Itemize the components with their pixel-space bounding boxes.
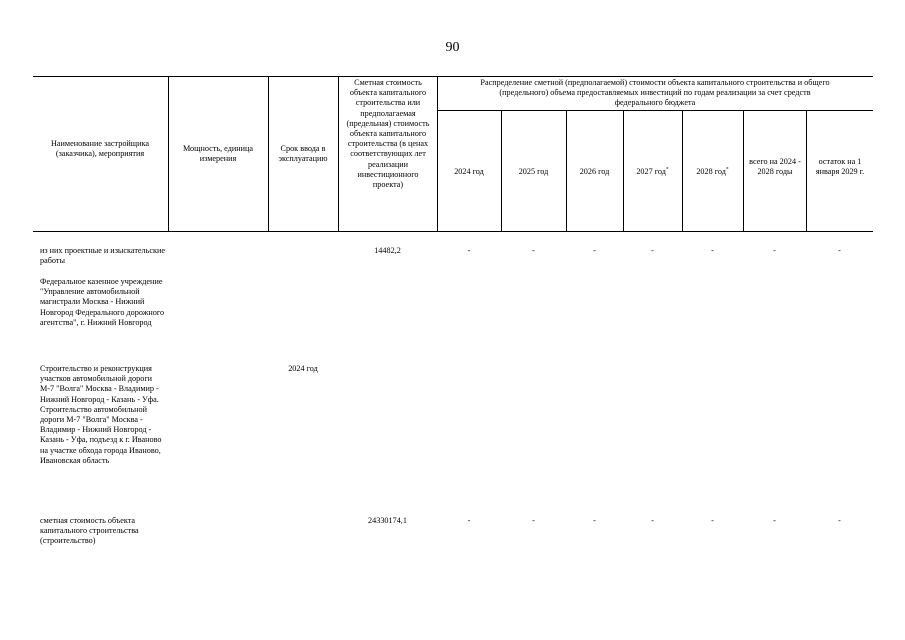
header-top-rule [33,76,873,77]
row-name-project: Строительство и реконструкция участков автомобильной дороги М-7 "Волга" Москва - Владимир - Нижний Новгород - Казань - Уфа. Строительство автомобильной дороги М-7 "Волга" Москва - Владимир - Нижний Новгород - Казань - Уфа, подъезд к г. Иваново на участке обхода города Иваново, Ивановская область [40,364,162,465]
col-header-distribution: Распределение сметной (предполагаемой) стоимости объекта капитального строительства и общего (предельного) объема предоставляемых инвестиций по годам реализации за счет средств федерального бюджета [480,78,830,108]
row-2025: - [532,246,535,255]
row-2024: - [467,246,471,255]
col-header-name: Наименование застройщика (заказчика), мероприятия [51,139,149,159]
row-remainder: - [838,246,841,255]
col-header-estimated-cost: Сметная стоимость объекта капитального строительства или предполагаемая (предельная) стоимость объекта капитального строительства (в ценах соответствующих лет реализации инвестиционного проекта) [346,78,430,190]
column-rule [268,76,269,231]
column-rule [338,76,339,231]
row-2027: - [651,246,654,255]
page-number: 90 [445,40,460,55]
row-2027: - [651,516,654,525]
row-2026: - [593,246,596,255]
row-total: - [773,516,776,525]
row-2024: - [467,516,471,525]
column-rule [806,110,807,231]
col-header-commissioning: Срок ввода в эксплуатацию [278,144,328,164]
row-2028: - [711,516,714,525]
row-name: из них проектные и изыскательские работы [40,246,165,266]
row-total: - [773,246,776,255]
row-cost: 14482,2 [374,246,401,255]
column-rule [168,76,169,231]
col-header-total: всего на 2024 - 2028 годы [749,157,801,177]
col-header-2028: 2028 год* [696,166,729,176]
col-header-remainder: остаток на 1 января 2029 г. [815,157,865,177]
row-name: сметная стоимость объекта капитального строительства (строительство) [40,516,139,546]
column-rule [437,76,438,231]
distribution-divider [437,110,873,111]
column-rule [743,110,744,231]
row-2025: - [532,516,535,525]
row-name-customer: Федеральное казенное учреждение "Управление автомобильной магистрали Москва - Нижний Новгород Федерального дорожного агентства", г. Нижний Новгород [40,277,165,327]
header-bottom-rule [33,231,873,232]
row-commissioning: 2024 год [288,364,318,373]
col-header-2027: 2027 год* [636,166,669,176]
col-header-2025: 2025 год [518,167,549,176]
col-header-capacity: Мощность, единица измерения [182,144,254,164]
col-header-2026: 2026 год [579,167,610,176]
row-cost: 24330174,1 [368,516,407,525]
row-2028: - [711,246,714,255]
row-2026: - [593,516,596,525]
row-remainder: - [838,516,841,525]
col-header-2024: 2024 год [454,167,484,176]
